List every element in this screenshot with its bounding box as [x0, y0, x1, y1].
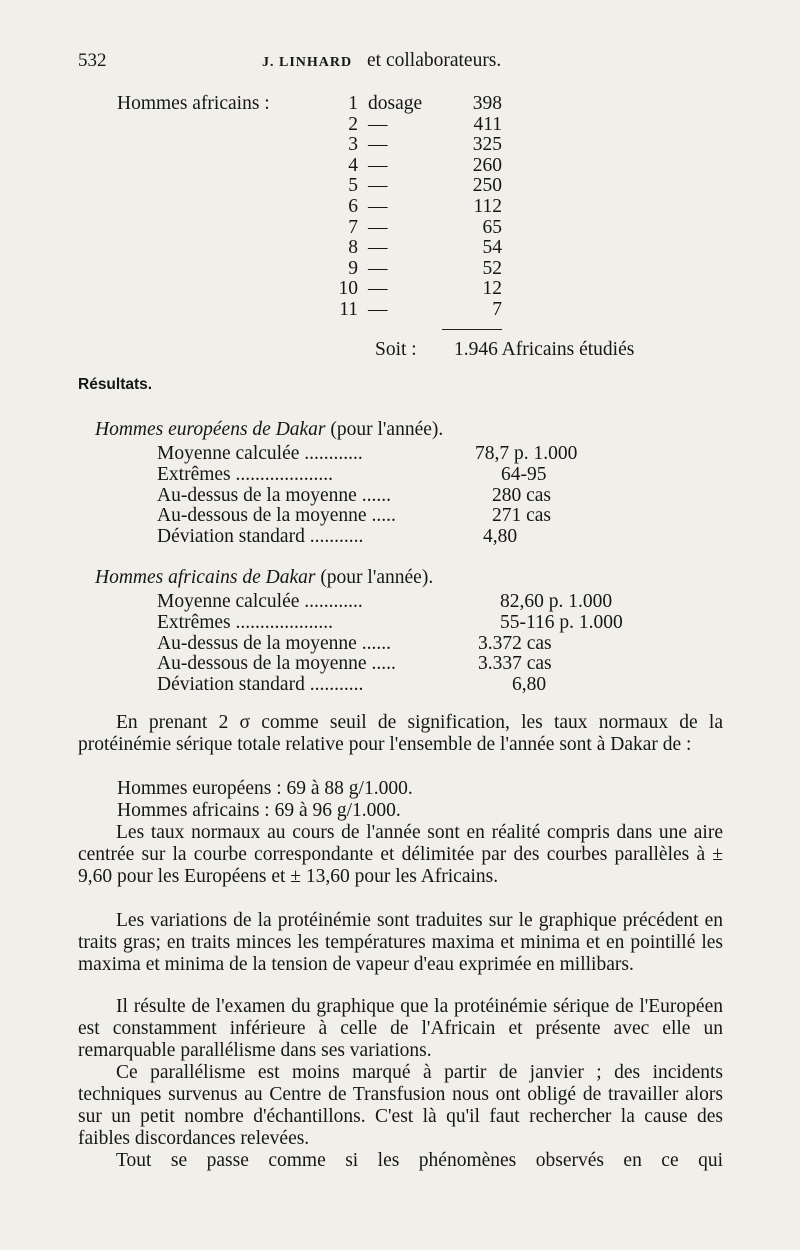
stat-label: Moyenne calculée: [157, 591, 300, 612]
paragraph-5: Ce parallélisme est moins marqué à partir de janvier ; des incidents techniques survenus au Centre de Transfusion nous ont obligé de travailler alors sur un petit nombre d'échantillons. C'est là qu'il faut rechercher la cause des faibles discordances relevées.: [78, 1062, 723, 1149]
paragraph-4: Il résulte de l'examen du graphique que la protéinémie sérique de l'Européen est constamment inférieure à celle de l'Africain et présente avec elle un remarquable parallélisme dans ses variations.: [78, 996, 723, 1061]
dosage-number: 6: [348, 196, 358, 217]
dosage-value: 250: [472, 175, 502, 197]
total-value: 1.946 Africains étudiés: [454, 339, 635, 360]
stat-value: 78,7 p. 1.000: [475, 443, 578, 464]
stat-value: 271 cas: [492, 505, 552, 527]
dosage-number: 9: [348, 257, 358, 279]
stat-label: Au-dessous de la moyenne: [157, 653, 367, 675]
dosage-value: 325: [472, 134, 502, 156]
african-title-text: Hommes africains de Dakar: [95, 567, 316, 588]
dosage-table-label: Hommes africains :: [117, 93, 270, 114]
stat-leader-dots: ......: [356, 632, 391, 654]
dosage-word: —: [368, 175, 388, 197]
normal-range-african: Hommes africains : 69 à 96 g/1.000.: [117, 800, 401, 821]
dosage-number: 7: [348, 216, 358, 238]
african-title-suffix: (pour l'année).: [320, 567, 434, 588]
total-label: Soit :: [375, 339, 417, 360]
stat-value: 3.337 cas: [478, 653, 552, 675]
stat-value: 82,60 p. 1.000: [500, 591, 613, 612]
dosage-value: 112: [473, 196, 502, 217]
stat-label: Au-dessous de la moyenne: [157, 505, 367, 527]
stat-row: [157, 674, 363, 696]
stat-row: [157, 633, 391, 655]
stat-leader-dots: ............: [299, 443, 363, 464]
running-head-author: J. LINHARD: [262, 55, 353, 70]
stat-leader-dots: ......: [356, 484, 391, 506]
european-title-text: Hommes européens de Dakar: [95, 419, 326, 440]
stat-label: Extrêmes: [157, 463, 231, 485]
total-rule: [442, 329, 502, 330]
stat-leader-dots: ............: [299, 591, 363, 612]
stat-leader-dots: ...........: [304, 674, 364, 696]
african-group-title: [95, 567, 433, 589]
dosage-value: 12: [482, 278, 502, 300]
european-group-title: [95, 419, 443, 441]
dosage-value: 260: [472, 154, 502, 176]
stat-label: Moyenne calculée: [157, 443, 300, 464]
normal-range-european: Hommes européens : 69 à 88 g/1.000.: [117, 778, 413, 799]
dosage-value: 54: [482, 237, 502, 259]
stat-value: 55-116 p. 1.000: [500, 611, 623, 633]
dosage-value: 398: [472, 93, 502, 114]
running-head-suffix: et collaborateurs.: [367, 50, 502, 71]
stat-label: Au-dessus de la moyenne: [157, 632, 357, 654]
stat-row: [157, 505, 396, 527]
stat-label: Déviation standard: [157, 526, 305, 548]
dosage-value: 7: [492, 299, 502, 320]
dosage-word: —: [368, 196, 388, 217]
stat-value: 280 cas: [492, 484, 552, 506]
dosage-number: 11: [339, 299, 358, 320]
paragraph-1: En prenant 2 σ comme seuil de signification, les taux normaux de la protéinémie sérique totale relative pour l'ensemble de l'année sont à Dakar de :: [78, 712, 723, 755]
dosage-value: 65: [482, 216, 502, 238]
dosage-word: —: [368, 134, 388, 156]
section-heading-results: Résultats.: [78, 376, 153, 393]
stat-value: 64-95: [501, 463, 547, 485]
dosage-word: —: [368, 216, 388, 238]
dosage-number: 4: [348, 154, 358, 176]
stat-leader-dots: .....: [366, 653, 396, 675]
dosage-value: 411: [473, 113, 502, 135]
stat-row: [157, 526, 363, 548]
stat-leader-dots: ....................: [230, 463, 334, 485]
dosage-number: 1: [348, 93, 358, 114]
stat-label: Au-dessus de la moyenne: [157, 484, 357, 506]
dosage-word: —: [368, 237, 388, 259]
stat-leader-dots: .....: [366, 505, 396, 527]
stat-leader-dots: ....................: [230, 611, 334, 633]
dosage-number: 5: [348, 175, 358, 197]
dosage-word: —: [368, 299, 388, 320]
stat-label: Déviation standard: [157, 674, 305, 696]
stat-row: [157, 443, 363, 465]
stat-leader-dots: ...........: [304, 526, 364, 548]
dosage-number: 2: [348, 113, 358, 135]
paragraph-6: Tout se passe comme si les phénomènes observés en ce qui: [116, 1150, 723, 1171]
paragraph-3: Les variations de la protéinémie sont traduites sur le graphique précédent en traits gras; en traits minces les températures maxima et minima et en pointillé les maxima et minima de la tension de vapeur d'eau exprimée en millibars.: [78, 910, 723, 975]
stat-value: 6,80: [512, 674, 547, 696]
dosage-word: —: [368, 154, 388, 176]
stat-row: [157, 591, 363, 613]
stat-value: 4,80: [483, 526, 518, 548]
dosage-number: 3: [348, 134, 358, 156]
stat-row: [157, 464, 333, 486]
dosage-number: 8: [348, 237, 358, 259]
stat-row: [157, 612, 333, 634]
dosage-value: 52: [482, 257, 502, 279]
dosage-number: 10: [338, 278, 358, 300]
page-number: 532: [78, 50, 107, 71]
paragraph-2: Les taux normaux au cours de l'année sont en réalité compris dans une aire centrée sur la courbe correspondante et délimitée par des courbes parallèles à ± 9,60 pour les Européens et ± 13,60 pour les Africains.: [78, 822, 723, 887]
stat-row: [157, 653, 396, 675]
stat-row: [157, 485, 391, 507]
dosage-word: dosage: [368, 93, 423, 114]
dosage-word: —: [368, 278, 388, 300]
european-title-suffix: (pour l'année).: [330, 419, 444, 440]
stat-value: 3.372 cas: [478, 632, 552, 654]
dosage-word: —: [368, 257, 388, 279]
dosage-word: —: [368, 113, 388, 135]
stat-label: Extrêmes: [157, 611, 231, 633]
